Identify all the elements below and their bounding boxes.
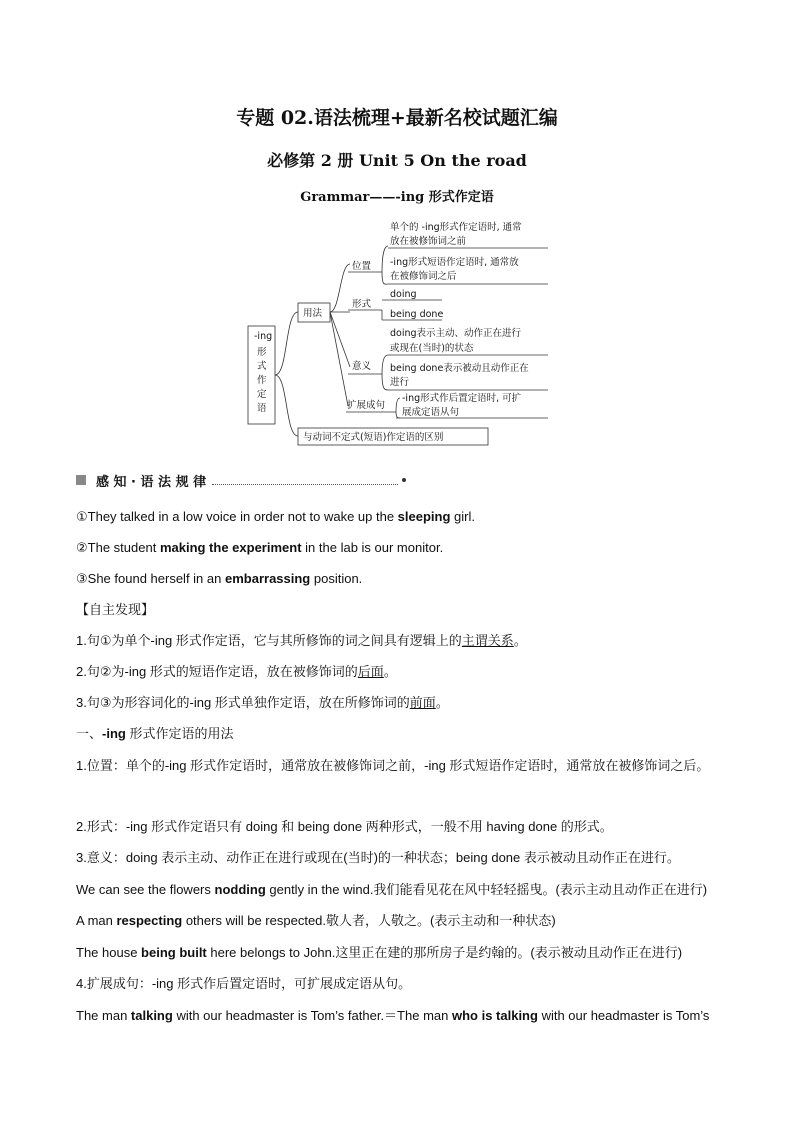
expand-node: 扩展成句	[347, 400, 386, 411]
usage-example-4: The man talking with our headmaster is Tom’s father.＝The man who is talking with our headmaster is Tom’s	[76, 1008, 710, 1023]
section-label: 感 知 · 语 法 规 律	[96, 474, 207, 490]
meaning-item-1-line-1: doing表示主动、动作正在进行	[390, 328, 522, 339]
discover-point-2: 2.句②为-ing 形式的短语作定语，放在被修饰词的后面。	[76, 664, 397, 679]
form-item-doing: doing	[390, 289, 417, 300]
document-subtitle: 必修第 2 册 Unit 5 On the road	[267, 151, 527, 170]
meaning-item-2-line-1: being done表示被动且动作正在	[390, 363, 529, 374]
root-label-yu: 语	[257, 403, 267, 414]
position-item-1-line-2: 放在被修饰词之前	[390, 236, 467, 247]
discover-point-3: 3.句③为形容词化的-ing 形式单独作定语，放在所修饰词的前面。	[76, 695, 449, 710]
usage-position: 1.位置：单个的-ing 形式作定语时，通常放在被修饰词之前，-ing 形式短语作定语时，通常放在被修饰词之后。	[76, 758, 710, 773]
root-label-ing: -ing	[254, 331, 273, 342]
example-sentence-3: ③She found herself in an embarrassing position.	[76, 571, 363, 586]
example-sentence-2: ②The student making the experiment in the lab is our monitor.	[76, 540, 444, 555]
meaning-item-1-line-2: 或现在(当时)的状态	[390, 343, 474, 354]
usage-example-1: We can see the flowers nodding gently in the wind.我们能看见花在风中轻轻摇曳。(表示主动且动作正在进行)	[76, 882, 708, 897]
usage-expand: 4.扩展成句：-ing 形式作后置定语时，可扩展成定语从句。	[76, 976, 412, 991]
form-item-being-done: being done	[390, 309, 444, 320]
difference-node: 与动词不定式(短语)作定语的区别	[303, 432, 444, 443]
square-bullet-icon	[76, 475, 86, 485]
position-item-2-line-2: 在被修饰词之后	[390, 271, 457, 282]
meaning-item-2-line-2: 进行	[390, 377, 410, 388]
usage-node: 用法	[303, 308, 323, 319]
usage-example-3: The house being built here belongs to John.这里正在建的那所房子是约翰的。(表示被动且动作正在进行)	[76, 945, 683, 960]
expand-item-line-1: -ing形式作后置定语时, 可扩	[402, 393, 522, 404]
usage-meaning: 3.意义：doing 表示主动、动作正在进行或现在(当时)的一种状态；being done 表示被动且动作正在进行。	[76, 850, 680, 865]
root-label-shi: 式	[257, 361, 267, 372]
dot-icon	[402, 478, 406, 482]
usage-form: 2.形式：-ing 形式作定语只有 doing 和 being done 两种形式，一般不用 having done 的形式。	[76, 819, 613, 834]
usage-heading: 一、-ing 形式作定语的用法	[76, 726, 234, 741]
grammar-title: Grammar——-ing 形式作定语	[300, 190, 494, 205]
discover-heading: 【自主发现】	[76, 602, 155, 617]
form-node: 形式	[352, 299, 372, 310]
section-header	[76, 471, 406, 489]
example-sentence-1: ①They talked in a low voice in order not to wake up the sleeping girl.	[76, 509, 475, 524]
discover-point-1: 1.句①为单个-ing 形式作定语，它与其所修饰的词之间具有逻辑上的主谓关系。	[76, 633, 527, 648]
expand-item-line-2: 展成定语从句	[402, 407, 460, 418]
usage-example-2: A man respecting others will be respected.敬人者，人敬之。(表示主动和一种状态)	[76, 913, 556, 928]
dotted-leader	[212, 476, 398, 485]
root-label-ding: 定	[257, 389, 267, 400]
meaning-node: 意义	[352, 361, 372, 372]
root-label-zuo: 作	[257, 375, 267, 386]
position-node: 位置	[352, 261, 372, 272]
root-label-xing: 形	[257, 347, 267, 358]
grammar-mind-map	[240, 212, 560, 452]
document-title: 专题 02.语法梳理+最新名校试题汇编	[236, 107, 558, 129]
position-item-1-line-1: 单个的 -ing形式作定语时, 通常	[390, 222, 522, 233]
position-item-2-line-1: -ing形式短语作定语时, 通常放	[390, 257, 519, 268]
